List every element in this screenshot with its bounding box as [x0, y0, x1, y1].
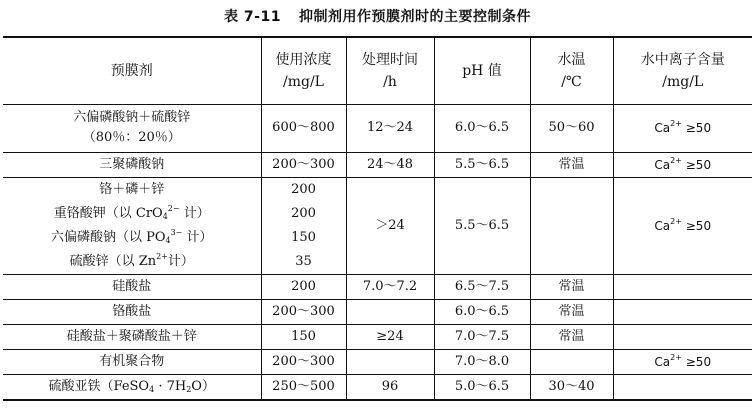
agent-text: 硫酸亚铁（FeSO: [48, 378, 150, 394]
cell-agent: 硅酸盐＋聚磷酸盐＋锌: [3, 324, 261, 349]
cell-temperature: 常温: [530, 274, 613, 299]
cell-ph: 5.0～6.5: [434, 374, 530, 400]
superscript: 2+: [156, 251, 168, 261]
ion-charge: 2+: [670, 216, 682, 226]
table-row: [3, 349, 752, 374]
cell-concentration: 200: [261, 274, 346, 299]
header-concentration: 使用浓度 /mg/L: [261, 37, 346, 104]
ion-symbol: Ca: [654, 218, 671, 233]
cell-agent: [3, 374, 261, 400]
agent-text: O）: [191, 378, 215, 394]
table-number: 表 7-11: [224, 9, 281, 25]
cell-time: 96: [346, 374, 434, 400]
ion-value: ≥50: [681, 218, 712, 233]
cell-ph: 6.5～7.5: [434, 274, 530, 299]
table-container: [3, 36, 752, 401]
agent-line: 六偏磷酸钠＋硫酸锌: [73, 110, 191, 125]
cell-ion-content: [613, 274, 752, 299]
cell-ion-content: [613, 177, 752, 274]
table-title: 抑制剂用作预膜剂时的主要控制条件: [298, 9, 531, 25]
cell-concentration: 200～300: [261, 349, 346, 374]
agent-text: · 7H: [154, 378, 187, 394]
cell-ion-content: [613, 104, 752, 152]
cell-temperature: [530, 177, 613, 274]
cell-time: 24～48: [346, 152, 434, 177]
header-row: [3, 37, 752, 104]
agent-text: 计）: [167, 253, 194, 269]
header-agent: 预膜剂: [3, 37, 261, 104]
cell-agent: [3, 177, 261, 274]
cell-agent: [3, 104, 261, 152]
cell-ion-content: [613, 324, 752, 349]
cell-time: [346, 349, 434, 374]
cell-ion-content: [613, 152, 752, 177]
superscript: 2−: [167, 203, 180, 213]
table-row: [3, 299, 752, 324]
cell-temperature: 50～60: [530, 104, 613, 152]
table-row: [3, 152, 752, 177]
cell-concentration: 600～800: [261, 104, 346, 152]
cell-temperature: 常温: [530, 324, 613, 349]
table-row: [3, 274, 752, 299]
subscript: 4: [149, 384, 155, 394]
subscript: 4: [162, 211, 168, 221]
ion-symbol: Ca: [654, 157, 671, 172]
table-row: [3, 104, 752, 152]
cell-concentration: 200～300: [261, 299, 346, 324]
ion-charge: 2+: [670, 352, 682, 362]
header-ph: pH 值: [434, 37, 530, 104]
subscript: 4: [165, 235, 171, 245]
cell-time: 7.0～7.2: [346, 274, 434, 299]
cell-concentration: [261, 177, 346, 274]
agent-text: 计）: [182, 229, 213, 245]
ion-symbol: Ca: [654, 354, 671, 369]
cell-ion-content: [613, 299, 752, 324]
superscript: 3−: [170, 227, 183, 237]
agent-text: 硫酸锌（以 Zn: [69, 253, 157, 269]
cell-ph: 6.0～6.5: [434, 104, 530, 152]
ion-value: ≥50: [681, 354, 712, 369]
table-row: [3, 177, 752, 274]
cell-ion-content: [613, 374, 752, 400]
agent-line: 铬＋磷＋锌: [99, 181, 165, 197]
ion-charge: 2+: [670, 119, 682, 128]
concentration-value: 200: [291, 181, 316, 197]
cell-ion-content: [613, 349, 752, 374]
cell-temperature: 常温: [530, 299, 613, 324]
header-temperature: 水温 /℃: [530, 37, 613, 104]
cell-temperature: [530, 349, 613, 374]
cell-ph: 7.0～8.0: [434, 349, 530, 374]
cell-temperature: 30～40: [530, 374, 613, 400]
agent-text: 六偏磷酸钠（以 PO: [50, 229, 166, 245]
cell-ph: 6.0～6.5: [434, 299, 530, 324]
cell-agent: 铬酸盐: [3, 299, 261, 324]
cell-time: [346, 299, 434, 324]
cell-time: 12～24: [346, 104, 434, 152]
cell-ph: 5.5～6.5: [434, 177, 530, 274]
agent-ratio: （80％：20％）: [82, 130, 181, 145]
agent-text: 计）: [179, 205, 210, 221]
concentration-value: 35: [295, 253, 312, 269]
cell-ph: 7.0～7.5: [434, 324, 530, 349]
ion-value: ≥50: [681, 157, 712, 172]
cell-concentration: 200～300: [261, 152, 346, 177]
table-row: [3, 374, 752, 400]
ion-value: ≥50: [681, 121, 712, 135]
agent-line: [5, 250, 259, 274]
ion-symbol: Ca: [654, 121, 671, 135]
table-row: [3, 324, 752, 349]
cell-agent: 有机聚合物: [3, 349, 261, 374]
subscript: 2: [186, 384, 192, 394]
cell-temperature: 常温: [530, 152, 613, 177]
agent-text: 重铬酸钾（以 CrO: [53, 205, 163, 221]
agent-line: [5, 202, 259, 226]
header-time: 处理时间 /h: [346, 37, 434, 104]
table-caption: [0, 6, 755, 28]
header-ion-content: 水中离子含量 /mg/L: [613, 37, 752, 104]
cell-ph: 5.5～6.5: [434, 152, 530, 177]
cell-time: ＞24: [346, 177, 434, 274]
control-conditions-table: [3, 36, 752, 401]
concentration-value: 200: [291, 205, 316, 221]
concentration-value: 150: [291, 229, 316, 245]
ion-charge: 2+: [670, 155, 682, 165]
cell-agent: 硅酸盐: [3, 274, 261, 299]
cell-time: ≥24: [346, 324, 434, 349]
cell-concentration: 150: [261, 324, 346, 349]
cell-concentration: 250～500: [261, 374, 346, 400]
cell-agent: 三聚磷酸钠: [3, 152, 261, 177]
agent-line: [5, 226, 259, 250]
